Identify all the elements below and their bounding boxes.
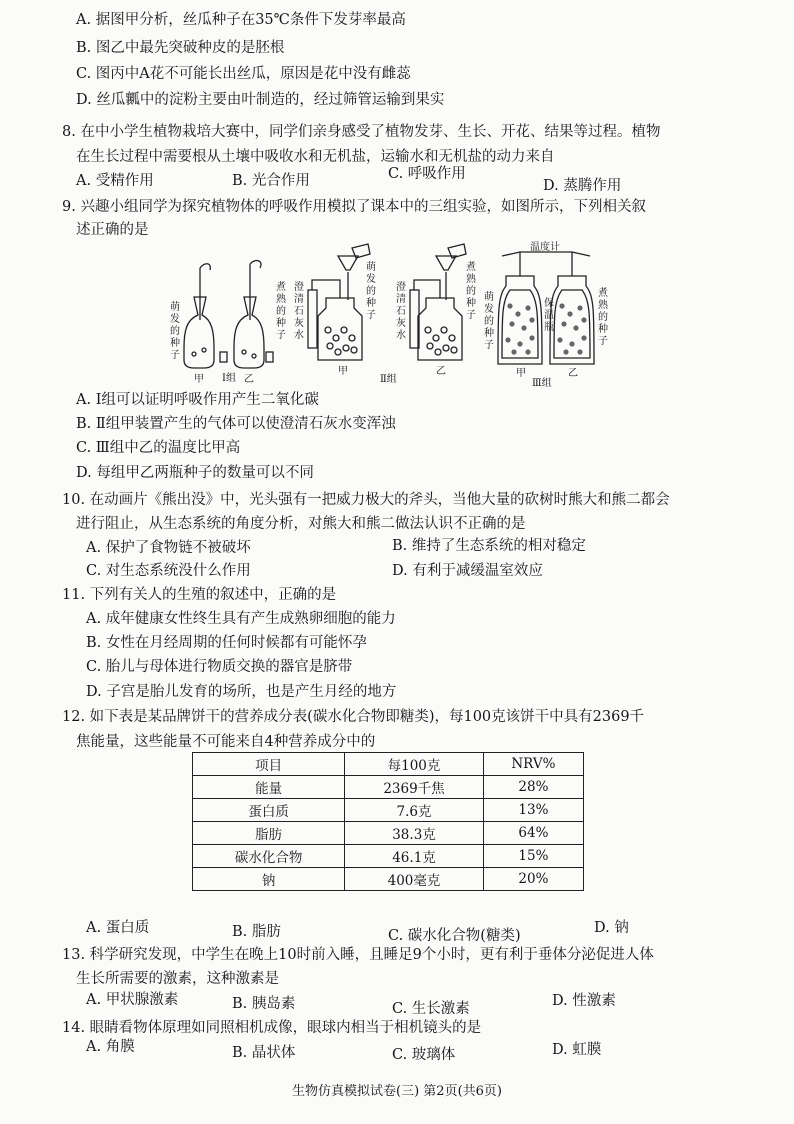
- table-cell: 15%: [483, 845, 583, 868]
- table-cell: 7.6克: [345, 799, 484, 822]
- g2-seed-label-2: 煮熟的种子: [466, 262, 476, 321]
- q13-stem-line2: 生长所需要的激素，这种激素是: [76, 971, 279, 987]
- q14-option-d: D. 虹膜: [552, 1042, 602, 1058]
- g2-group: Ⅱ组: [380, 374, 397, 385]
- g3-group: Ⅲ组: [532, 378, 552, 389]
- table-header-cell: 项目: [193, 753, 345, 776]
- table-row: [193, 776, 584, 799]
- q8-option-c: C. 呼吸作用: [388, 166, 466, 182]
- table-row: [193, 799, 584, 822]
- q10-option-a: A. 保护了食物链不被破坏: [86, 540, 251, 556]
- table-cell: 46.1克: [345, 845, 484, 868]
- q10-stem-line1: 10. 在动画片《熊出没》中，光头强有一把威力极大的斧头，当他大量的砍树时熊大和熊二都会: [62, 492, 670, 508]
- q11-option-c: C. 胎儿与母体进行物质交换的器官是脐带: [86, 659, 353, 675]
- q9-experiment-figure: [140, 240, 640, 390]
- q11-stem: 11. 下列有关人的生殖的叙述中，正确的是: [62, 587, 337, 603]
- q12-stem-line2: 焦能量，这些能量不可能来自4种营养成分中的: [76, 734, 376, 750]
- table-cell: 400毫克: [345, 868, 484, 891]
- q10-option-d: D. 有利于减缓温室效应: [392, 563, 543, 579]
- table-header-cell: NRV%: [483, 753, 583, 776]
- table-row: [193, 822, 584, 845]
- q7-option-b: B. 图乙中最先突破种皮的是胚根: [76, 40, 285, 56]
- q12-option-d: D. 钠: [594, 920, 629, 936]
- q14-option-c: C. 玻璃体: [392, 1047, 456, 1063]
- g3-right-label: 煮熟的种子: [598, 288, 608, 347]
- table-cell: 2369千焦: [345, 776, 484, 799]
- g3-flask-label: 保温瓶: [544, 298, 554, 333]
- q9-option-b: B. Ⅱ组甲装置产生的气体可以使澄清石灰水变浑浊: [76, 416, 396, 432]
- q12-option-a: A. 蛋白质: [86, 920, 150, 936]
- table-cell: 38.3克: [345, 822, 484, 845]
- q8-option-d: D. 蒸腾作用: [543, 178, 622, 194]
- table-cell: 碳水化合物: [193, 845, 345, 868]
- g1-right-label: 煮熟的种子: [276, 282, 286, 341]
- table-cell: 20%: [483, 868, 583, 891]
- q8-option-b: B. 光合作用: [232, 173, 310, 189]
- q12-stem-line1: 12. 如下表是某品牌饼干的营养成分表(碳水化合物即糖类)，每100克该饼干中具有2369千: [62, 709, 645, 725]
- q13-option-d: D. 性激素: [552, 993, 616, 1009]
- q9-stem-line1: 9. 兴趣小组同学为探究植物体的呼吸作用模拟了课本中的三组实验，如图所示，下列相关叙: [62, 199, 646, 215]
- q10-stem-line2: 进行阻止，从生态系统的角度分析，对熊大和熊二做法认识不正确的是: [76, 516, 526, 532]
- table-cell: 蛋白质: [193, 799, 345, 822]
- q8-stem-line2: 在生长过程中需要根从土壤中吸收水和无机盐，运输水和无机盐的动力来自: [76, 149, 555, 165]
- table-cell: 28%: [483, 776, 583, 799]
- table-cell: 能量: [193, 776, 345, 799]
- q9-option-d: D. 每组甲乙两瓶种子的数量可以不同: [76, 465, 314, 481]
- g1-yi: 乙: [244, 374, 254, 385]
- page-footer: 生物仿真模拟试卷(三) 第2页(共6页): [292, 1084, 502, 1099]
- q14-stem: 14. 眼睛看物体原理如同照相机成像，眼球内相当于相机镜头的是: [62, 1020, 482, 1036]
- table-row: [193, 845, 584, 868]
- table-cell: 64%: [483, 822, 583, 845]
- q10-option-b: B. 维持了生态系统的相对稳定: [392, 538, 586, 554]
- table-cell: 脂肪: [193, 822, 345, 845]
- q11-option-b: B. 女性在月经周期的任何时候都有可能怀孕: [86, 635, 367, 651]
- q14-option-a: A. 角膜: [86, 1039, 135, 1055]
- q12-option-c: C. 碳水化合物(糖类): [388, 928, 521, 944]
- nutrition-table: [192, 752, 584, 891]
- q7-option-c: C. 图丙中A花不可能长出丝瓜，原因是花中没有雌蕊: [76, 66, 411, 82]
- q9-stem-line2: 述正确的是: [76, 222, 149, 238]
- q13-option-a: A. 甲状腺激素: [86, 992, 179, 1008]
- q13-option-b: B. 胰岛素: [232, 996, 296, 1012]
- table-cell: 钠: [193, 868, 345, 891]
- q11-option-a: A. 成年健康女性终生具有产生成熟卵细胞的能力: [86, 611, 396, 627]
- g2-yi: 乙: [436, 366, 446, 377]
- q7-option-a: A. 据图甲分析，丝瓜种子在35℃条件下发芽率最高: [76, 12, 406, 28]
- g1-left-label: 萌发的种子: [170, 302, 180, 361]
- g2-lime-label-2: 澄清石灰水: [396, 282, 406, 341]
- q11-option-d: D. 子宫是胎儿发育的场所，也是产生月经的地方: [86, 684, 397, 700]
- g1-group: Ⅰ组: [222, 373, 236, 384]
- g1-jia: 甲: [194, 374, 204, 385]
- g2-jia: 甲: [338, 366, 348, 377]
- g3-yi: 乙: [568, 368, 578, 379]
- q14-option-b: B. 晶状体: [232, 1045, 296, 1061]
- q13-option-c: C. 生长激素: [392, 1001, 470, 1017]
- experiment-drawing: [140, 240, 640, 390]
- g2-seed-label-1: 萌发的种子: [366, 262, 376, 321]
- g3-thermo-label: 温度计: [530, 242, 560, 253]
- table-row: [193, 868, 584, 891]
- table-header-row: [193, 753, 584, 776]
- q8-stem-line1: 8. 在中小学生植物栽培大赛中，同学们亲身感受了植物发芽、生长、开花、结果等过程。植物: [62, 124, 661, 140]
- q10-option-c: C. 对生态系统没什么作用: [86, 563, 251, 579]
- q8-option-a: A. 受精作用: [76, 173, 154, 189]
- q7-option-d: D. 丝瓜瓤中的淀粉主要由叶制造的，经过筛管运输到果实: [76, 92, 445, 108]
- q9-option-c: C. Ⅲ组中乙的温度比甲高: [76, 440, 241, 456]
- table-header-cell: 每100克: [345, 753, 484, 776]
- q12-option-b: B. 脂肪: [232, 924, 281, 940]
- g2-lime-label-1: 澄清石灰水: [294, 282, 304, 341]
- table-cell: 13%: [483, 799, 583, 822]
- q13-stem-line1: 13. 科学研究发现，中学生在晚上10时前入睡，且睡足9个小时，更有利于垂体分泌促进人体: [62, 947, 654, 963]
- g3-left-label: 萌发的种子: [484, 292, 494, 351]
- q9-option-a: A. Ⅰ组可以证明呼吸作用产生二氧化碳: [76, 392, 319, 408]
- g3-jia: 甲: [516, 368, 526, 379]
